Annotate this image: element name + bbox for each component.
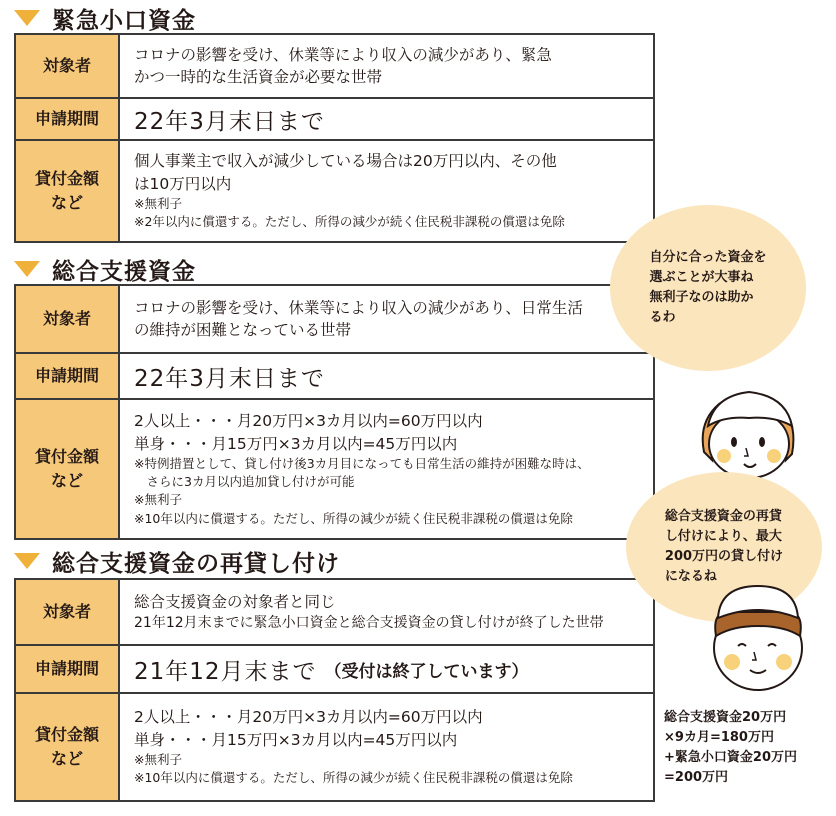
period-label: 申請期間 xyxy=(16,99,120,139)
note: ※2年以内に償還する。ただし、所得の減少が続く住民税非課税の償還は免除 xyxy=(134,214,565,230)
note: ※特例措置として、貸し付け後3カ月目になっても日常生活の維持が困難な時は、 xyxy=(134,456,590,472)
note: ※10年以内に償還する。ただし、所得の減少が続く住民税非課税の償還は免除 xyxy=(134,510,573,526)
eligibility-label: 対象者 xyxy=(16,580,120,644)
amount-label: 貸付金額 など xyxy=(16,694,120,800)
amount-line: 単身・・・月15万円×3カ月以内=45万円以内 xyxy=(134,434,458,453)
row-period xyxy=(16,99,653,141)
note: ※無利子 xyxy=(134,196,182,212)
period-value: 22年3月末日まで xyxy=(134,108,325,135)
row-period xyxy=(16,354,653,400)
section-title-3: 総合支援資金の再貸し付け xyxy=(14,546,340,576)
row-amount xyxy=(16,141,653,241)
amount-line: 2人以上・・・月20万円×3カ月以内=60万円以内 xyxy=(134,412,483,431)
row-amount xyxy=(16,694,653,800)
calculation-note: 総合支援資金20万円 ×9カ月=180万円 +緊急小口資金20万円 =200万円 xyxy=(664,710,797,786)
eligibility-label: 対象者 xyxy=(16,35,120,97)
speech-bubble-2: 総合支援資金の再貸 し付けにより、最大 200万円の貸し付け になるね xyxy=(626,472,822,622)
speech-bubble-1: 自分に合った資金を 選ぶことが大事ね 無利子なのは助か るわ xyxy=(610,205,806,371)
down-triangle-icon xyxy=(14,261,40,277)
note: ※10年以内に償還する。ただし、所得の減少が続く住民税非課税の償還は免除 xyxy=(134,770,573,786)
eligibility-line: コロナの影響を受け、休業等により収入の減少があり、緊急 xyxy=(134,45,552,64)
period-label: 申請期間 xyxy=(16,646,120,692)
row-amount xyxy=(16,400,653,538)
row-period xyxy=(16,646,653,694)
amount-line: 2人以上・・・月20万円×3カ月以内=60万円以内 xyxy=(134,708,483,727)
row-eligibility xyxy=(16,35,653,99)
eligibility-label: 対象者 xyxy=(16,286,120,352)
amount-line: 個人事業主で収入が減少している場合は20万円以内、その他 xyxy=(134,152,557,171)
down-triangle-icon xyxy=(14,553,40,569)
period-value: 21年12月末まで xyxy=(134,658,317,685)
section-title-1: 緊急小口資金 xyxy=(14,3,196,33)
table-emergency-fund xyxy=(14,33,655,243)
row-eligibility xyxy=(16,286,653,354)
eligibility-line: かつ一時的な生活資金が必要な世帯 xyxy=(134,68,383,86)
section-title-2: 総合支援資金 xyxy=(14,254,196,284)
eligibility-line: 総合支援資金の対象者と同じ xyxy=(134,592,336,611)
note: ※無利子 xyxy=(134,492,182,508)
table-re-loan xyxy=(14,578,655,802)
eligibility-line: の維持が困難となっている世帯 xyxy=(134,321,352,339)
amount-line: 単身・・・月15万円×3カ月以内=45万円以内 xyxy=(134,730,458,749)
down-triangle-icon xyxy=(14,10,40,26)
note: さらに3カ月以内追加貸し付けが可能 xyxy=(134,474,355,490)
note: ※無利子 xyxy=(134,752,182,768)
period-label: 申請期間 xyxy=(16,354,120,398)
row-eligibility xyxy=(16,580,653,646)
amount-line: は10万円以内 xyxy=(134,174,232,193)
table-general-support-fund xyxy=(14,284,655,540)
eligibility-line: コロナの影響を受け、休業等により収入の減少があり、日常生活 xyxy=(134,298,583,317)
eligibility-extra: 21年12月末までに緊急小口資金と総合支援資金の貸し付けが終了した世帯 xyxy=(134,615,604,632)
amount-label: 貸付金額 など xyxy=(16,141,120,241)
amount-label: 貸付金額 など xyxy=(16,400,120,538)
period-value: 22年3月末日まで xyxy=(134,365,325,392)
period-suffix: （受付は終了しています） xyxy=(324,661,529,682)
woman-face-icon xyxy=(694,382,804,482)
man-face-icon xyxy=(704,582,812,694)
